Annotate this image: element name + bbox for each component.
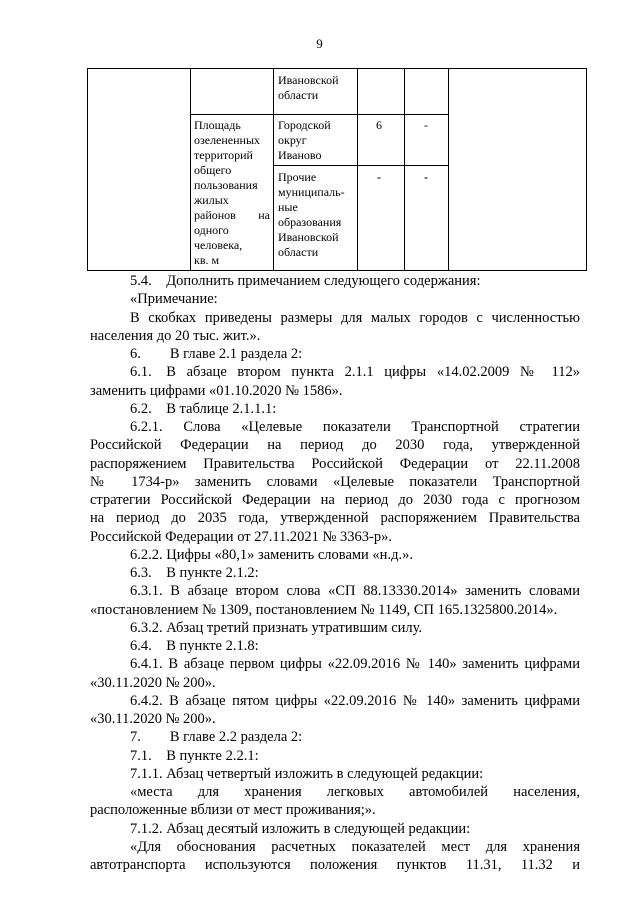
text-line: 6.4.1. В абзаце первом цифры «22.09.2016 № 140» заменить цифрами bbox=[130, 656, 580, 673]
text-line: автотранспорта используются положения пунктов 11.31, 11.32 и bbox=[90, 857, 580, 873]
table-cell-region bbox=[278, 73, 339, 103]
text-line: 7.1. В пункте 2.2.1: bbox=[130, 747, 259, 764]
cell-line: человека, bbox=[194, 238, 243, 252]
table-cell-value: 6 bbox=[376, 118, 382, 132]
text-line: 6.4.2. В абзаце пятом цифры «22.09.2016 № 140» заменить цифрами bbox=[130, 692, 580, 709]
cell-line: кв. м bbox=[194, 253, 220, 267]
cell-line: одного bbox=[194, 223, 229, 237]
text-line: «30.11.2020 № 200». bbox=[90, 674, 216, 691]
cell-line: Прочие bbox=[278, 170, 317, 184]
page-number: 9 bbox=[316, 36, 323, 51]
text-line: 6.2.2. Цифры «80,1» заменить словами «н.д.». bbox=[130, 546, 413, 563]
cell-line: области bbox=[278, 88, 319, 102]
table-border-left bbox=[87, 68, 88, 271]
table-row-divider bbox=[190, 114, 449, 115]
text-line: «места для хранения легковых автомобилей населения, bbox=[130, 784, 580, 800]
text-line: заменить цифрами «01.10.2020 № 1586». bbox=[90, 382, 343, 399]
text-line: № 1734-р» заменить словами «Целевые показатели Транспортной bbox=[90, 473, 580, 490]
text-line: 6.3. В пункте 2.1.2: bbox=[130, 565, 259, 581]
table-border-top bbox=[87, 68, 587, 69]
table-col-divider bbox=[190, 68, 191, 271]
cell-line: ные bbox=[278, 200, 298, 214]
text-line: стратегии Российской Федерации на период до 2030 года с прогнозом bbox=[90, 492, 580, 508]
cell-line: Городской bbox=[278, 118, 331, 132]
cell-line: общего bbox=[194, 163, 232, 177]
cell-line: Иваново bbox=[278, 148, 322, 162]
text-line: 6.3.2. Абзац третий признать утратившим силу. bbox=[130, 619, 423, 636]
text-line: 7. В главе 2.2 раздела 2: bbox=[130, 729, 303, 746]
cell-line: районов на bbox=[194, 208, 270, 222]
cell-line: жилых bbox=[194, 193, 229, 207]
text-line: расположенные вблизи от мест проживания;». bbox=[90, 802, 376, 819]
text-line: Российской Федерации от 27.11.2021 № 3363-р». bbox=[90, 528, 392, 545]
text-line: В скобках приведены размеры для малых городов с численностью bbox=[130, 309, 580, 326]
text-line: 5.4. Дополнить примечанием следующего содержания: bbox=[130, 273, 481, 289]
table-cell-value: - bbox=[377, 170, 381, 184]
indicator-table bbox=[87, 68, 587, 271]
text-line: распоряжением Правительства Российской Федерации от 22.11.2008 bbox=[90, 455, 580, 472]
table-cell-region bbox=[278, 118, 331, 163]
text-line: Российской Федерации на период до 2030 года, утвержденной bbox=[90, 437, 580, 454]
text-line: 6.4. В пункте 2.1.8: bbox=[130, 638, 259, 654]
cell-line: территорий bbox=[194, 148, 253, 162]
table-cell-value: - bbox=[424, 118, 428, 132]
table-border-bottom bbox=[87, 270, 587, 271]
cell-line: округ bbox=[278, 133, 307, 147]
table-col-divider bbox=[448, 68, 449, 271]
text-line: 6.3.1. В абзаце втором слова «СП 88.13330.2014» заменить словами bbox=[130, 583, 580, 600]
table-col-divider bbox=[273, 68, 274, 271]
cell-line: области bbox=[278, 245, 319, 259]
text-line: «постановлением № 1309, постановлением № 1149, СП 165.1325800.2014». bbox=[90, 601, 558, 618]
cell-line: муниципаль- bbox=[278, 185, 345, 199]
text-line: 7.1.2. Абзац десятый изложить в следующей редакции: bbox=[130, 820, 471, 837]
text-line: населения до 20 тыс. жит.». bbox=[90, 327, 261, 344]
text-line: 7.1.1. Абзац четвертый изложить в следующей редакции: bbox=[130, 765, 484, 782]
table-col-divider bbox=[357, 68, 358, 271]
text-line: на период до 2035 года, утвержденной распоряжением Правительства bbox=[90, 510, 580, 527]
table-border-right bbox=[586, 68, 587, 271]
text-line: 6.2. В таблице 2.1.1.1: bbox=[130, 400, 277, 417]
table-row-divider bbox=[273, 165, 449, 166]
text-line: «Для обоснования расчетных показателей мест для хранения bbox=[130, 838, 580, 855]
text-line: 6. В главе 2.1 раздела 2: bbox=[130, 346, 303, 362]
text-line: «30.11.2020 № 200». bbox=[90, 711, 216, 727]
cell-line: Ивановской bbox=[278, 230, 339, 244]
table-cell-region bbox=[278, 170, 345, 260]
table-cell-indicator bbox=[194, 118, 270, 268]
text-line: 6.1. В абзаце втором пункта 2.1.1 цифры «14.02.2009 № 112» bbox=[130, 364, 580, 381]
cell-line: пользования bbox=[194, 178, 258, 192]
cell-line: Площадь bbox=[194, 118, 241, 132]
cell-line: образования bbox=[278, 215, 342, 229]
table-col-divider bbox=[404, 68, 405, 271]
table-cell-value: - bbox=[424, 170, 428, 184]
text-line: «Примечание: bbox=[130, 291, 218, 308]
text-line: 6.2.1. Слова «Целевые показатели Транспортной стратегии bbox=[130, 419, 580, 435]
cell-line: озелененных bbox=[194, 133, 261, 147]
cell-line: Ивановской bbox=[278, 73, 339, 87]
